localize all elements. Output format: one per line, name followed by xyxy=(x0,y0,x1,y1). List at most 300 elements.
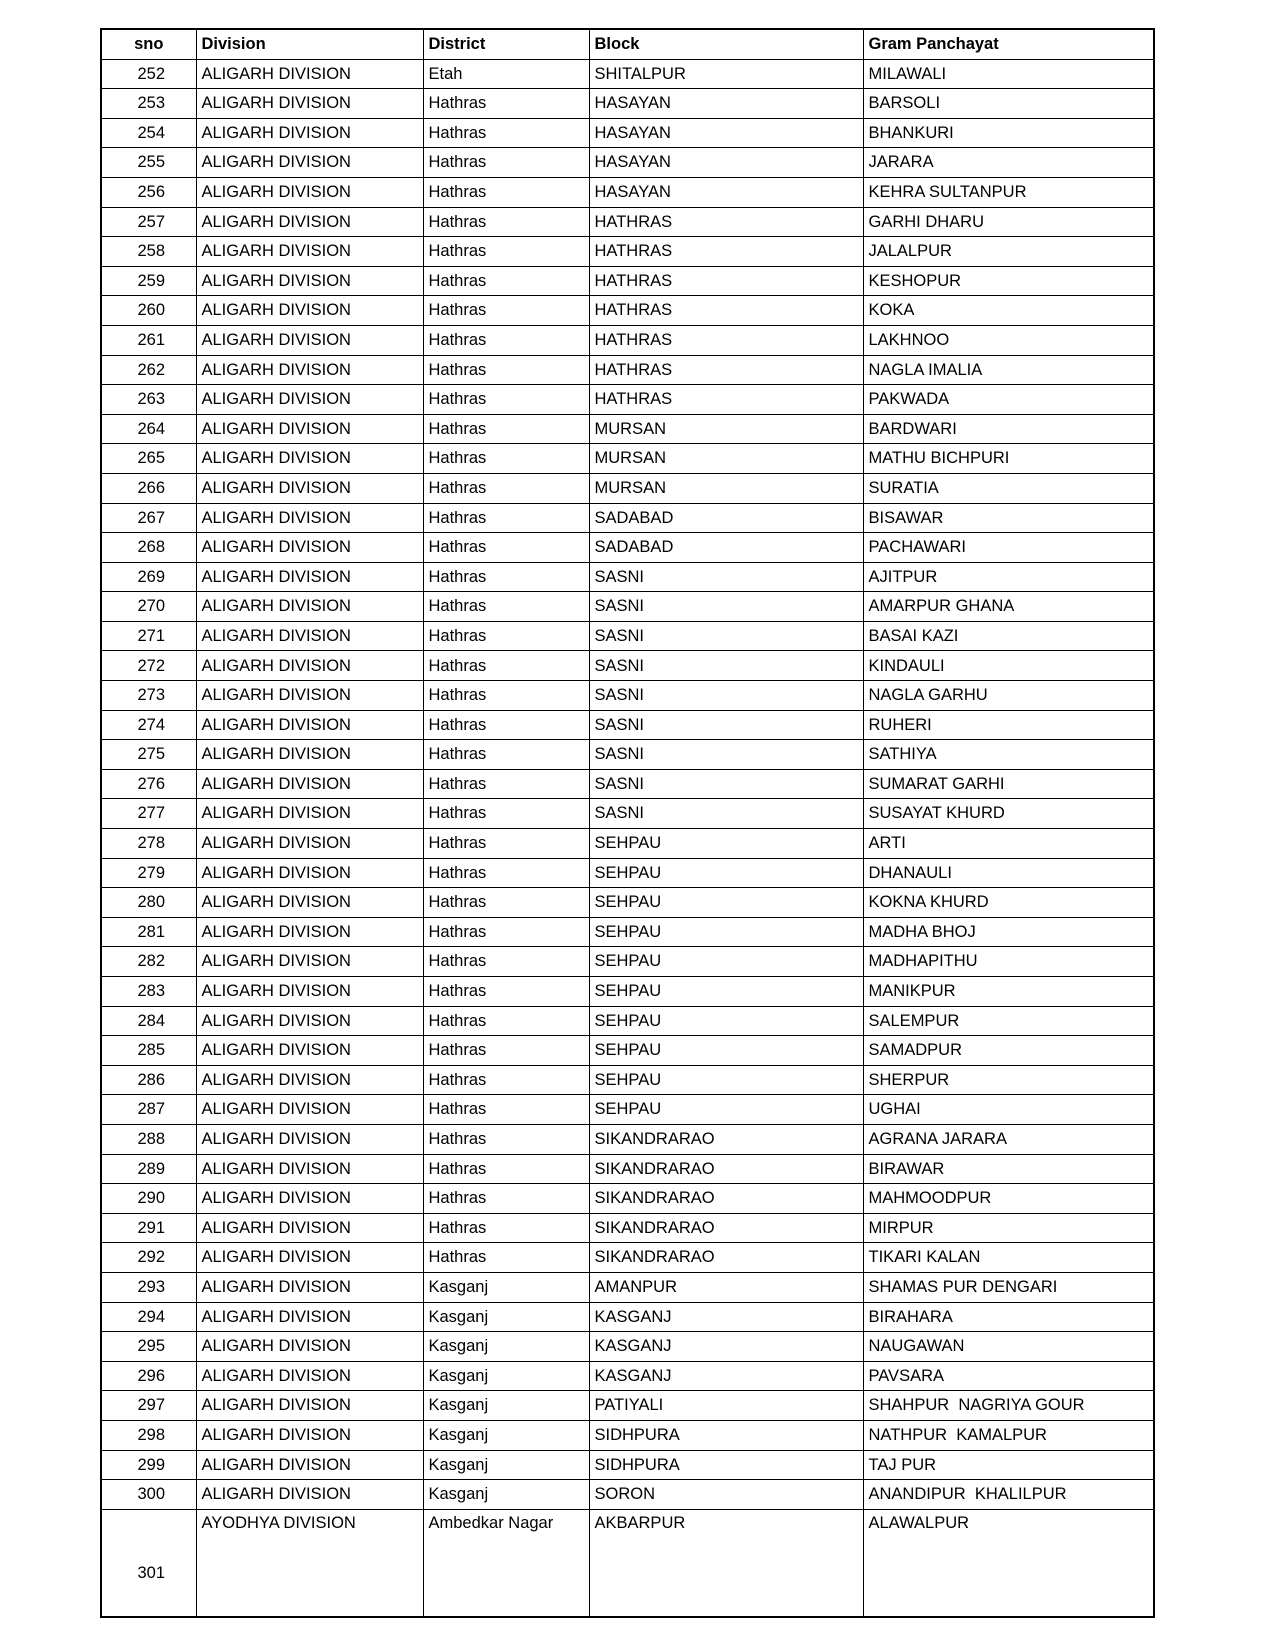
cell-division: ALIGARH DIVISION xyxy=(196,444,423,474)
cell-district: Hathras xyxy=(423,1006,589,1036)
cell-district: Hathras xyxy=(423,266,589,296)
cell-gram_panchayat: SATHIYA xyxy=(863,740,1154,770)
cell-sno: 273 xyxy=(101,681,196,711)
cell-sno: 292 xyxy=(101,1243,196,1273)
cell-division: ALIGARH DIVISION xyxy=(196,1450,423,1480)
cell-gram_panchayat: KESHOPUR xyxy=(863,266,1154,296)
table-row xyxy=(101,1124,1154,1154)
table-row xyxy=(101,1391,1154,1421)
table-row xyxy=(101,681,1154,711)
cell-division: ALIGARH DIVISION xyxy=(196,858,423,888)
table-row xyxy=(101,118,1154,148)
table-row xyxy=(101,1006,1154,1036)
table-row xyxy=(101,355,1154,385)
cell-sno: 298 xyxy=(101,1420,196,1450)
cell-division: ALIGARH DIVISION xyxy=(196,621,423,651)
table-row xyxy=(101,917,1154,947)
cell-block: MURSAN xyxy=(589,444,863,474)
cell-division: ALIGARH DIVISION xyxy=(196,977,423,1007)
cell-division: ALIGARH DIVISION xyxy=(196,681,423,711)
table-row xyxy=(101,947,1154,977)
cell-sno: 295 xyxy=(101,1332,196,1362)
cell-sno: 252 xyxy=(101,59,196,89)
column-header-division: Division xyxy=(196,29,423,59)
cell-district: Kasganj xyxy=(423,1332,589,1362)
cell-block: SIKANDRARAO xyxy=(589,1184,863,1214)
cell-gram_panchayat: SHAMAS PUR DENGARI xyxy=(863,1272,1154,1302)
cell-district: Hathras xyxy=(423,947,589,977)
cell-district: Hathras xyxy=(423,917,589,947)
table-row xyxy=(101,473,1154,503)
cell-sno: 291 xyxy=(101,1213,196,1243)
cell-sno: 266 xyxy=(101,473,196,503)
cell-sno: 263 xyxy=(101,385,196,415)
cell-gram_panchayat: JALALPUR xyxy=(863,237,1154,267)
cell-sno: 297 xyxy=(101,1391,196,1421)
table-row xyxy=(101,296,1154,326)
cell-block: SEHPAU xyxy=(589,917,863,947)
cell-gram_panchayat: AMARPUR GHANA xyxy=(863,592,1154,622)
cell-district: Hathras xyxy=(423,296,589,326)
cell-sno: 256 xyxy=(101,177,196,207)
cell-district: Hathras xyxy=(423,444,589,474)
cell-sno: 296 xyxy=(101,1361,196,1391)
cell-district: Hathras xyxy=(423,533,589,563)
cell-block: HATHRAS xyxy=(589,237,863,267)
cell-gram_panchayat: RUHERI xyxy=(863,710,1154,740)
cell-division: ALIGARH DIVISION xyxy=(196,1095,423,1125)
cell-gram_panchayat: TIKARI KALAN xyxy=(863,1243,1154,1273)
cell-sno: 275 xyxy=(101,740,196,770)
cell-district: Etah xyxy=(423,59,589,89)
cell-gram_panchayat: MAHMOODPUR xyxy=(863,1184,1154,1214)
table-row xyxy=(101,710,1154,740)
cell-gram_panchayat: KOKA xyxy=(863,296,1154,326)
table-row xyxy=(101,829,1154,859)
cell-division: ALIGARH DIVISION xyxy=(196,148,423,178)
table-header-row xyxy=(101,29,1154,59)
cell-sno: 276 xyxy=(101,769,196,799)
cell-division: ALIGARH DIVISION xyxy=(196,1124,423,1154)
cell-sno: 254 xyxy=(101,118,196,148)
table-row xyxy=(101,148,1154,178)
cell-block: SASNI xyxy=(589,681,863,711)
table-row xyxy=(101,59,1154,89)
cell-division: ALIGARH DIVISION xyxy=(196,325,423,355)
table-row xyxy=(101,1509,1154,1617)
cell-division: ALIGARH DIVISION xyxy=(196,473,423,503)
cell-division: ALIGARH DIVISION xyxy=(196,562,423,592)
cell-district: Hathras xyxy=(423,1036,589,1066)
cell-division: ALIGARH DIVISION xyxy=(196,1302,423,1332)
cell-gram_panchayat: GARHI DHARU xyxy=(863,207,1154,237)
cell-block: SIKANDRARAO xyxy=(589,1243,863,1273)
cell-gram_panchayat: MADHAPITHU xyxy=(863,947,1154,977)
cell-division: ALIGARH DIVISION xyxy=(196,414,423,444)
cell-block: HATHRAS xyxy=(589,355,863,385)
cell-block: SIKANDRARAO xyxy=(589,1213,863,1243)
table-row xyxy=(101,1095,1154,1125)
cell-division: ALIGARH DIVISION xyxy=(196,710,423,740)
cell-gram_panchayat: KOKNA KHURD xyxy=(863,888,1154,918)
cell-block: KASGANJ xyxy=(589,1361,863,1391)
cell-division: ALIGARH DIVISION xyxy=(196,1332,423,1362)
cell-district: Hathras xyxy=(423,355,589,385)
table-row xyxy=(101,1332,1154,1362)
cell-block: HATHRAS xyxy=(589,266,863,296)
cell-division: ALIGARH DIVISION xyxy=(196,1391,423,1421)
table-row xyxy=(101,621,1154,651)
cell-division: ALIGARH DIVISION xyxy=(196,947,423,977)
cell-block: SIKANDRARAO xyxy=(589,1124,863,1154)
cell-division: AYODHYA DIVISION xyxy=(196,1509,423,1617)
cell-sno: 287 xyxy=(101,1095,196,1125)
cell-sno: 293 xyxy=(101,1272,196,1302)
cell-division: ALIGARH DIVISION xyxy=(196,740,423,770)
cell-district: Hathras xyxy=(423,562,589,592)
cell-sno: 262 xyxy=(101,355,196,385)
table-row xyxy=(101,414,1154,444)
cell-gram_panchayat: UGHAI xyxy=(863,1095,1154,1125)
cell-block: SASNI xyxy=(589,651,863,681)
cell-district: Hathras xyxy=(423,621,589,651)
cell-gram_panchayat: SUMARAT GARHI xyxy=(863,769,1154,799)
table-row xyxy=(101,592,1154,622)
cell-sno: 257 xyxy=(101,207,196,237)
table-row xyxy=(101,562,1154,592)
cell-block: SEHPAU xyxy=(589,947,863,977)
table-row xyxy=(101,444,1154,474)
cell-block: HASAYAN xyxy=(589,118,863,148)
cell-sno: 265 xyxy=(101,444,196,474)
cell-sno: 277 xyxy=(101,799,196,829)
table-row xyxy=(101,1213,1154,1243)
cell-sno: 278 xyxy=(101,829,196,859)
cell-gram_panchayat: AGRANA JARARA xyxy=(863,1124,1154,1154)
table-row xyxy=(101,1302,1154,1332)
table-row xyxy=(101,89,1154,119)
cell-sno: 283 xyxy=(101,977,196,1007)
cell-sno: 290 xyxy=(101,1184,196,1214)
cell-sno: 261 xyxy=(101,325,196,355)
cell-gram_panchayat: SALEMPUR xyxy=(863,1006,1154,1036)
table-row xyxy=(101,769,1154,799)
table-row xyxy=(101,1184,1154,1214)
cell-division: ALIGARH DIVISION xyxy=(196,266,423,296)
cell-block: SEHPAU xyxy=(589,888,863,918)
cell-sno: 289 xyxy=(101,1154,196,1184)
cell-block: SHITALPUR xyxy=(589,59,863,89)
table-row xyxy=(101,1065,1154,1095)
cell-gram_panchayat: PAVSARA xyxy=(863,1361,1154,1391)
cell-sno: 270 xyxy=(101,592,196,622)
cell-block: HASAYAN xyxy=(589,177,863,207)
cell-division: ALIGARH DIVISION xyxy=(196,385,423,415)
cell-block: SEHPAU xyxy=(589,1006,863,1036)
cell-district: Hathras xyxy=(423,710,589,740)
table-row xyxy=(101,237,1154,267)
cell-block: HASAYAN xyxy=(589,148,863,178)
column-header-sno: sno xyxy=(101,29,196,59)
cell-division: ALIGARH DIVISION xyxy=(196,799,423,829)
cell-block: SASNI xyxy=(589,740,863,770)
cell-gram_panchayat: ARTI xyxy=(863,829,1154,859)
cell-division: ALIGARH DIVISION xyxy=(196,59,423,89)
cell-block: SADABAD xyxy=(589,533,863,563)
column-header-gram-panchayat: Gram Panchayat xyxy=(863,29,1154,59)
table-row xyxy=(101,1480,1154,1510)
cell-sno: 280 xyxy=(101,888,196,918)
cell-district: Hathras xyxy=(423,414,589,444)
cell-sno: 272 xyxy=(101,651,196,681)
cell-district: Hathras xyxy=(423,207,589,237)
cell-block: SASNI xyxy=(589,621,863,651)
table-row xyxy=(101,1154,1154,1184)
cell-block: MURSAN xyxy=(589,473,863,503)
table-row xyxy=(101,207,1154,237)
table-row xyxy=(101,1450,1154,1480)
cell-block: SASNI xyxy=(589,769,863,799)
table-row xyxy=(101,1420,1154,1450)
cell-gram_panchayat: TAJ PUR xyxy=(863,1450,1154,1480)
cell-district: Hathras xyxy=(423,651,589,681)
cell-district: Hathras xyxy=(423,1243,589,1273)
cell-gram_panchayat: KINDAULI xyxy=(863,651,1154,681)
cell-sno: 288 xyxy=(101,1124,196,1154)
cell-gram_panchayat: BIRAHARA xyxy=(863,1302,1154,1332)
cell-division: ALIGARH DIVISION xyxy=(196,1480,423,1510)
cell-district: Hathras xyxy=(423,237,589,267)
cell-gram_panchayat: BARDWARI xyxy=(863,414,1154,444)
cell-sno: 264 xyxy=(101,414,196,444)
cell-district: Hathras xyxy=(423,592,589,622)
cell-block: AKBARPUR xyxy=(589,1509,863,1617)
table-row xyxy=(101,325,1154,355)
table-row xyxy=(101,740,1154,770)
cell-division: ALIGARH DIVISION xyxy=(196,1272,423,1302)
cell-gram_panchayat: SHAHPUR NAGRIYA GOUR xyxy=(863,1391,1154,1421)
cell-sno: 299 xyxy=(101,1450,196,1480)
cell-block: SADABAD xyxy=(589,503,863,533)
table-row xyxy=(101,1361,1154,1391)
cell-gram_panchayat: SURATIA xyxy=(863,473,1154,503)
cell-gram_panchayat: MIRPUR xyxy=(863,1213,1154,1243)
gram-panchayat-table xyxy=(100,28,1155,1618)
cell-gram_panchayat: SAMADPUR xyxy=(863,1036,1154,1066)
cell-block: SIKANDRARAO xyxy=(589,1154,863,1184)
cell-gram_panchayat: BARSOLI xyxy=(863,89,1154,119)
column-header-district: District xyxy=(423,29,589,59)
cell-district: Hathras xyxy=(423,385,589,415)
cell-sno: 253 xyxy=(101,89,196,119)
cell-district: Hathras xyxy=(423,1184,589,1214)
cell-block: SIDHPURA xyxy=(589,1450,863,1480)
table-row xyxy=(101,799,1154,829)
cell-division: ALIGARH DIVISION xyxy=(196,533,423,563)
cell-block: SASNI xyxy=(589,710,863,740)
cell-gram_panchayat: AJITPUR xyxy=(863,562,1154,592)
cell-sno: 300 xyxy=(101,1480,196,1510)
cell-sno: 279 xyxy=(101,858,196,888)
cell-district: Hathras xyxy=(423,977,589,1007)
cell-division: ALIGARH DIVISION xyxy=(196,1184,423,1214)
cell-district: Hathras xyxy=(423,1154,589,1184)
cell-division: ALIGARH DIVISION xyxy=(196,118,423,148)
cell-division: ALIGARH DIVISION xyxy=(196,355,423,385)
cell-block: SASNI xyxy=(589,799,863,829)
cell-block: MURSAN xyxy=(589,414,863,444)
table-header xyxy=(101,29,1154,59)
cell-district: Hathras xyxy=(423,473,589,503)
cell-division: ALIGARH DIVISION xyxy=(196,296,423,326)
cell-sno: 258 xyxy=(101,237,196,267)
cell-gram_panchayat: NATHPUR KAMALPUR xyxy=(863,1420,1154,1450)
cell-division: ALIGARH DIVISION xyxy=(196,1243,423,1273)
cell-district: Hathras xyxy=(423,1124,589,1154)
cell-gram_panchayat: NAGLA IMALIA xyxy=(863,355,1154,385)
cell-sno: 301 xyxy=(101,1509,196,1617)
cell-division: ALIGARH DIVISION xyxy=(196,1065,423,1095)
cell-district: Hathras xyxy=(423,829,589,859)
cell-sno: 268 xyxy=(101,533,196,563)
table-container xyxy=(100,28,1153,1618)
table-row xyxy=(101,977,1154,1007)
cell-district: Hathras xyxy=(423,740,589,770)
column-header-block: Block xyxy=(589,29,863,59)
cell-block: KASGANJ xyxy=(589,1302,863,1332)
cell-district: Hathras xyxy=(423,503,589,533)
cell-district: Kasganj xyxy=(423,1391,589,1421)
cell-district: Hathras xyxy=(423,325,589,355)
cell-gram_panchayat: ALAWALPUR xyxy=(863,1509,1154,1617)
cell-district: Kasganj xyxy=(423,1450,589,1480)
cell-gram_panchayat: NAGLA GARHU xyxy=(863,681,1154,711)
cell-district: Hathras xyxy=(423,888,589,918)
cell-district: Hathras xyxy=(423,118,589,148)
cell-gram_panchayat: PAKWADA xyxy=(863,385,1154,415)
cell-division: ALIGARH DIVISION xyxy=(196,503,423,533)
cell-division: ALIGARH DIVISION xyxy=(196,1213,423,1243)
cell-division: ALIGARH DIVISION xyxy=(196,1154,423,1184)
cell-gram_panchayat: MILAWALI xyxy=(863,59,1154,89)
cell-gram_panchayat: MATHU BICHPURI xyxy=(863,444,1154,474)
table-row xyxy=(101,858,1154,888)
cell-district: Ambedkar Nagar xyxy=(423,1509,589,1617)
cell-division: ALIGARH DIVISION xyxy=(196,1361,423,1391)
cell-district: Hathras xyxy=(423,1065,589,1095)
cell-sno: 281 xyxy=(101,917,196,947)
cell-gram_panchayat: ANANDIPUR KHALILPUR xyxy=(863,1480,1154,1510)
table-row xyxy=(101,1036,1154,1066)
cell-sno: 294 xyxy=(101,1302,196,1332)
cell-district: Hathras xyxy=(423,1095,589,1125)
cell-division: ALIGARH DIVISION xyxy=(196,592,423,622)
table-row xyxy=(101,1272,1154,1302)
cell-division: ALIGARH DIVISION xyxy=(196,207,423,237)
cell-division: ALIGARH DIVISION xyxy=(196,1006,423,1036)
cell-district: Hathras xyxy=(423,89,589,119)
cell-sno: 284 xyxy=(101,1006,196,1036)
cell-gram_panchayat: DHANAULI xyxy=(863,858,1154,888)
cell-block: KASGANJ xyxy=(589,1332,863,1362)
cell-block: AMANPUR xyxy=(589,1272,863,1302)
cell-block: SEHPAU xyxy=(589,829,863,859)
table-row xyxy=(101,266,1154,296)
cell-division: ALIGARH DIVISION xyxy=(196,888,423,918)
cell-gram_panchayat: BHANKURI xyxy=(863,118,1154,148)
cell-gram_panchayat: BISAWAR xyxy=(863,503,1154,533)
cell-division: ALIGARH DIVISION xyxy=(196,1420,423,1450)
cell-gram_panchayat: KEHRA SULTANPUR xyxy=(863,177,1154,207)
cell-district: Kasganj xyxy=(423,1361,589,1391)
cell-sno: 285 xyxy=(101,1036,196,1066)
cell-district: Hathras xyxy=(423,858,589,888)
cell-gram_panchayat: PACHAWARI xyxy=(863,533,1154,563)
cell-district: Hathras xyxy=(423,681,589,711)
cell-gram_panchayat: SUSAYAT KHURD xyxy=(863,799,1154,829)
cell-gram_panchayat: MADHA BHOJ xyxy=(863,917,1154,947)
cell-sno: 274 xyxy=(101,710,196,740)
cell-sno: 282 xyxy=(101,947,196,977)
cell-block: HATHRAS xyxy=(589,325,863,355)
cell-division: ALIGARH DIVISION xyxy=(196,89,423,119)
cell-district: Hathras xyxy=(423,799,589,829)
cell-gram_panchayat: MANIKPUR xyxy=(863,977,1154,1007)
table-row xyxy=(101,533,1154,563)
cell-sno: 267 xyxy=(101,503,196,533)
cell-sno: 260 xyxy=(101,296,196,326)
cell-district: Kasganj xyxy=(423,1420,589,1450)
table-row xyxy=(101,503,1154,533)
cell-block: SASNI xyxy=(589,592,863,622)
table-row xyxy=(101,177,1154,207)
cell-district: Hathras xyxy=(423,769,589,799)
cell-block: SIDHPURA xyxy=(589,1420,863,1450)
cell-block: HATHRAS xyxy=(589,207,863,237)
table-row xyxy=(101,651,1154,681)
cell-sno: 259 xyxy=(101,266,196,296)
table-row xyxy=(101,385,1154,415)
cell-gram_panchayat: SHERPUR xyxy=(863,1065,1154,1095)
cell-district: Hathras xyxy=(423,1213,589,1243)
cell-block: HATHRAS xyxy=(589,296,863,326)
cell-gram_panchayat: NAUGAWAN xyxy=(863,1332,1154,1362)
cell-block: SEHPAU xyxy=(589,1095,863,1125)
cell-division: ALIGARH DIVISION xyxy=(196,237,423,267)
cell-division: ALIGARH DIVISION xyxy=(196,917,423,947)
cell-block: SEHPAU xyxy=(589,977,863,1007)
cell-division: ALIGARH DIVISION xyxy=(196,177,423,207)
cell-sno: 269 xyxy=(101,562,196,592)
table-body xyxy=(101,59,1154,1617)
cell-block: SEHPAU xyxy=(589,858,863,888)
cell-division: ALIGARH DIVISION xyxy=(196,769,423,799)
table-row xyxy=(101,1243,1154,1273)
table-row xyxy=(101,888,1154,918)
cell-division: ALIGARH DIVISION xyxy=(196,829,423,859)
cell-sno: 286 xyxy=(101,1065,196,1095)
cell-gram_panchayat: LAKHNOO xyxy=(863,325,1154,355)
cell-block: SASNI xyxy=(589,562,863,592)
cell-district: Kasganj xyxy=(423,1302,589,1332)
cell-district: Hathras xyxy=(423,148,589,178)
cell-division: ALIGARH DIVISION xyxy=(196,1036,423,1066)
cell-block: SEHPAU xyxy=(589,1065,863,1095)
cell-district: Kasganj xyxy=(423,1480,589,1510)
cell-gram_panchayat: JARARA xyxy=(863,148,1154,178)
cell-sno: 271 xyxy=(101,621,196,651)
cell-block: HATHRAS xyxy=(589,385,863,415)
